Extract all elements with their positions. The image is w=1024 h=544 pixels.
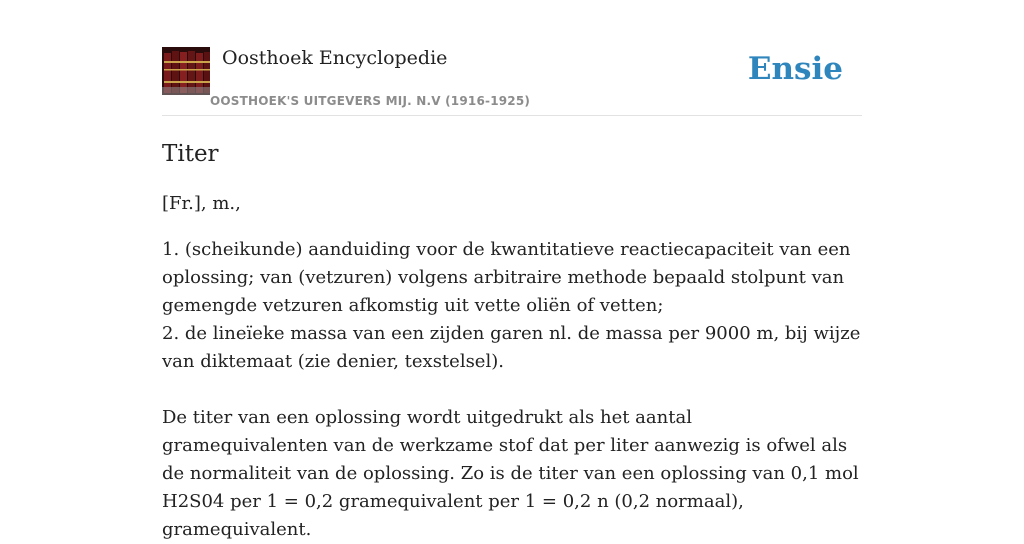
entry-meta: [Fr.], m., [162,193,241,214]
ensie-logo-link[interactable]: Ensie [747,51,843,87]
entry-content [162,138,862,544]
encyclopedia-books-icon[interactable] [162,47,210,95]
site-subtitle: OOSTHOEK'S UITGEVERS MIJ. N.V (1916-1925) [210,94,531,108]
entry-body: 1. (scheikunde) aanduiding voor de kwantitatieve reactiecapaciteit van een oplossing; van (vetzuren) volgens arbitraire methode bepaald stolpunt van gemengde vetzuren afkomstig uit vette oliën of vetten; 2. de lineïeke massa van een zijden garen nl. de massa per 9000 m, bij wijze van diktemaat (zie denier, texstelsel). De titer van een oplossing wordt uitgedrukt als het aantal gramequivalenten van de werkzame stof dat per liter aanwezig is ofwel als de normaliteit van de oplossing. Zo is de titer van een oplossing van 0,1 mol H2S04 per 1 = 0,2 gramequivalent per 1 = 0,2 n (0,2 normaal), gramequivalent. [162,239,861,540]
site-title[interactable]: Oosthoek Encyclopedie [222,47,448,69]
entry-title: Titer [162,141,219,167]
site-header [162,46,862,116]
